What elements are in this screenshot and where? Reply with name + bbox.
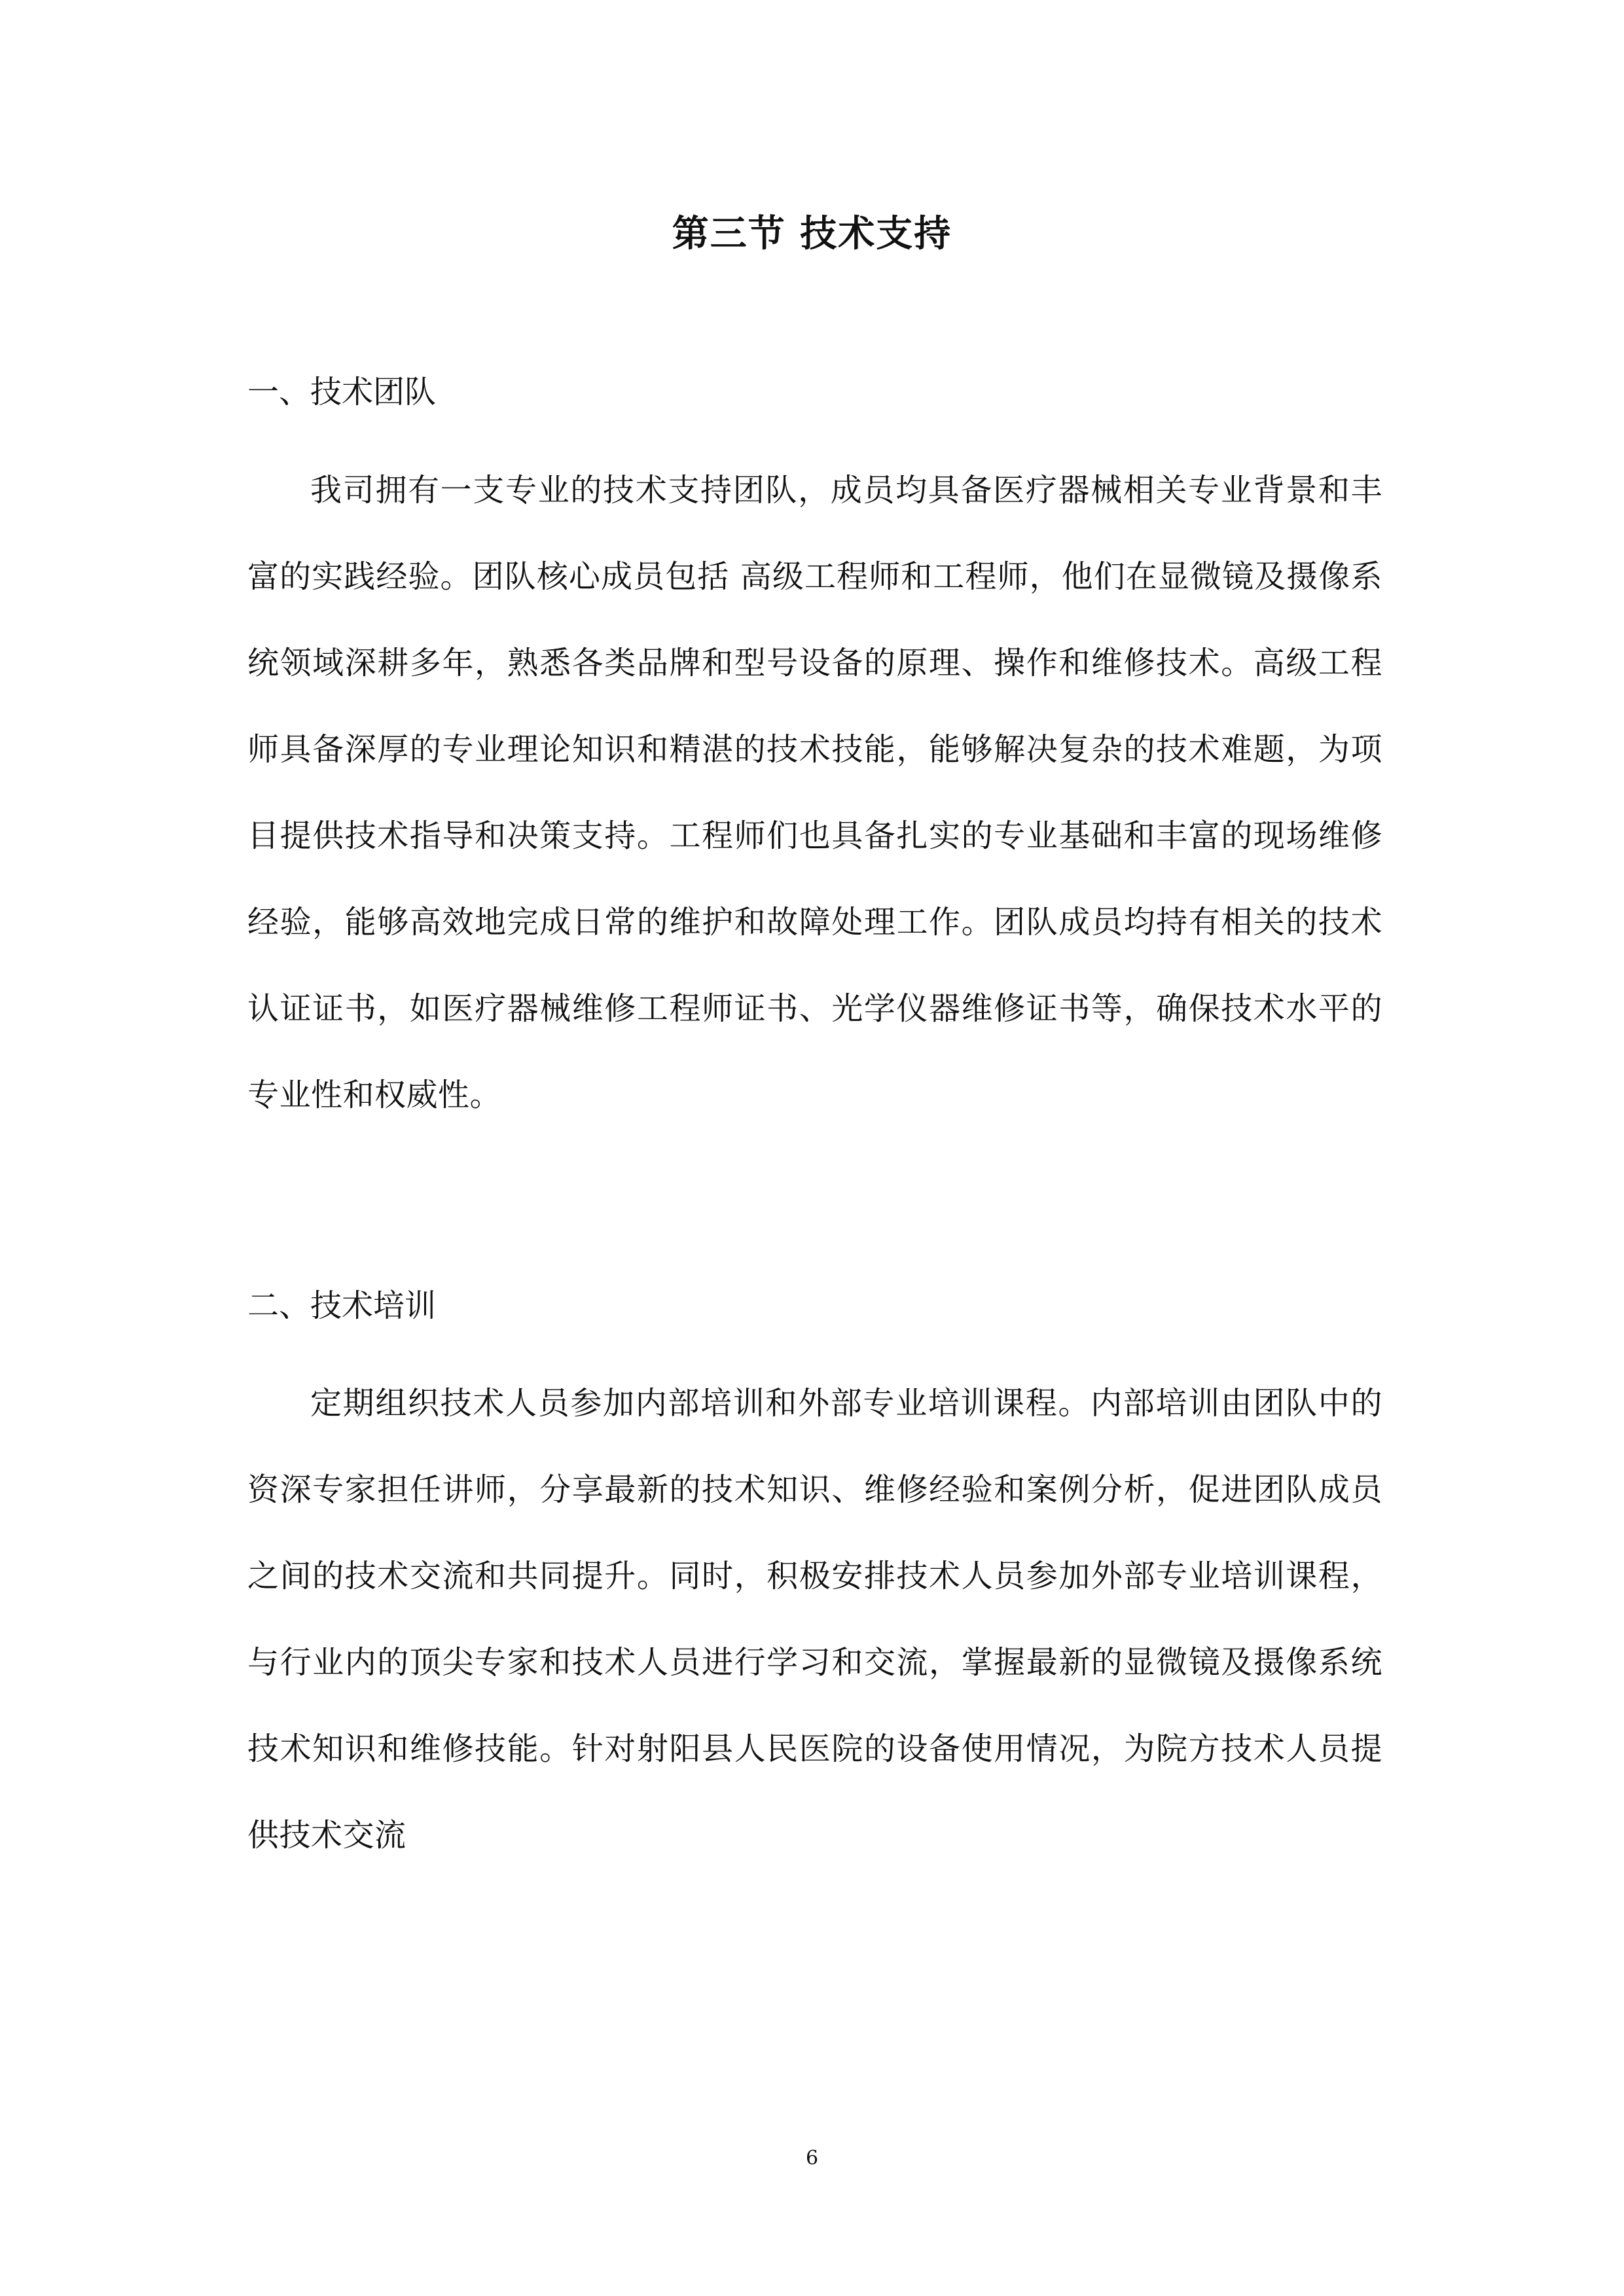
section-heading-technical-team: 一、技术团队 xyxy=(247,374,437,410)
paragraph-technical-training: 定期组织技术人员参加内部培训和外部专业培训课程。内部培训由团队中的资深专家担任讲师，分享最新的技术知识、维修经验和案例分析，促进团队成员之间的技术交流和共同提升。同时，积极安排技术人员参加外部专业培训课程，与行业内的顶尖专家和技术人员进行学习和交流，掌握最新的显微镜及摄像系统技术知识和维修技能。针对射阳县人民医院的设备使用情况，为院方技术人员提供技术交流 xyxy=(247,1385,1382,1854)
section-heading-technical-training: 二、技术培训 xyxy=(247,1287,437,1324)
page-title: 第三节 技术支持 xyxy=(672,213,952,255)
paragraph-technical-team: 我司拥有一支专业的技术支持团队，成员均具备医疗器械相关专业背景和丰富的实践经验。团队核心成员包括 高级工程师和工程师，他们在显微镜及摄像系统领域深耕多年，熟悉各类品牌和型号设备的原理、操作和维修技术。高级工程师具备深厚的专业理论知识和精湛的技术技能，能够解决复杂的技术难题，为项目提供技术指导和决策支持。工程师们也具备扎实的专业基础和丰富的现场维修经验，能够高效地完成日常的维护和故障处理工作。团队成员均持有相关的技术认证证书，如医疗器械维修工程师证书、光学仪器维修证书等，确保技术水平的专业性和权威性。 xyxy=(247,472,1382,1113)
page-number: 6 xyxy=(805,2147,819,2170)
